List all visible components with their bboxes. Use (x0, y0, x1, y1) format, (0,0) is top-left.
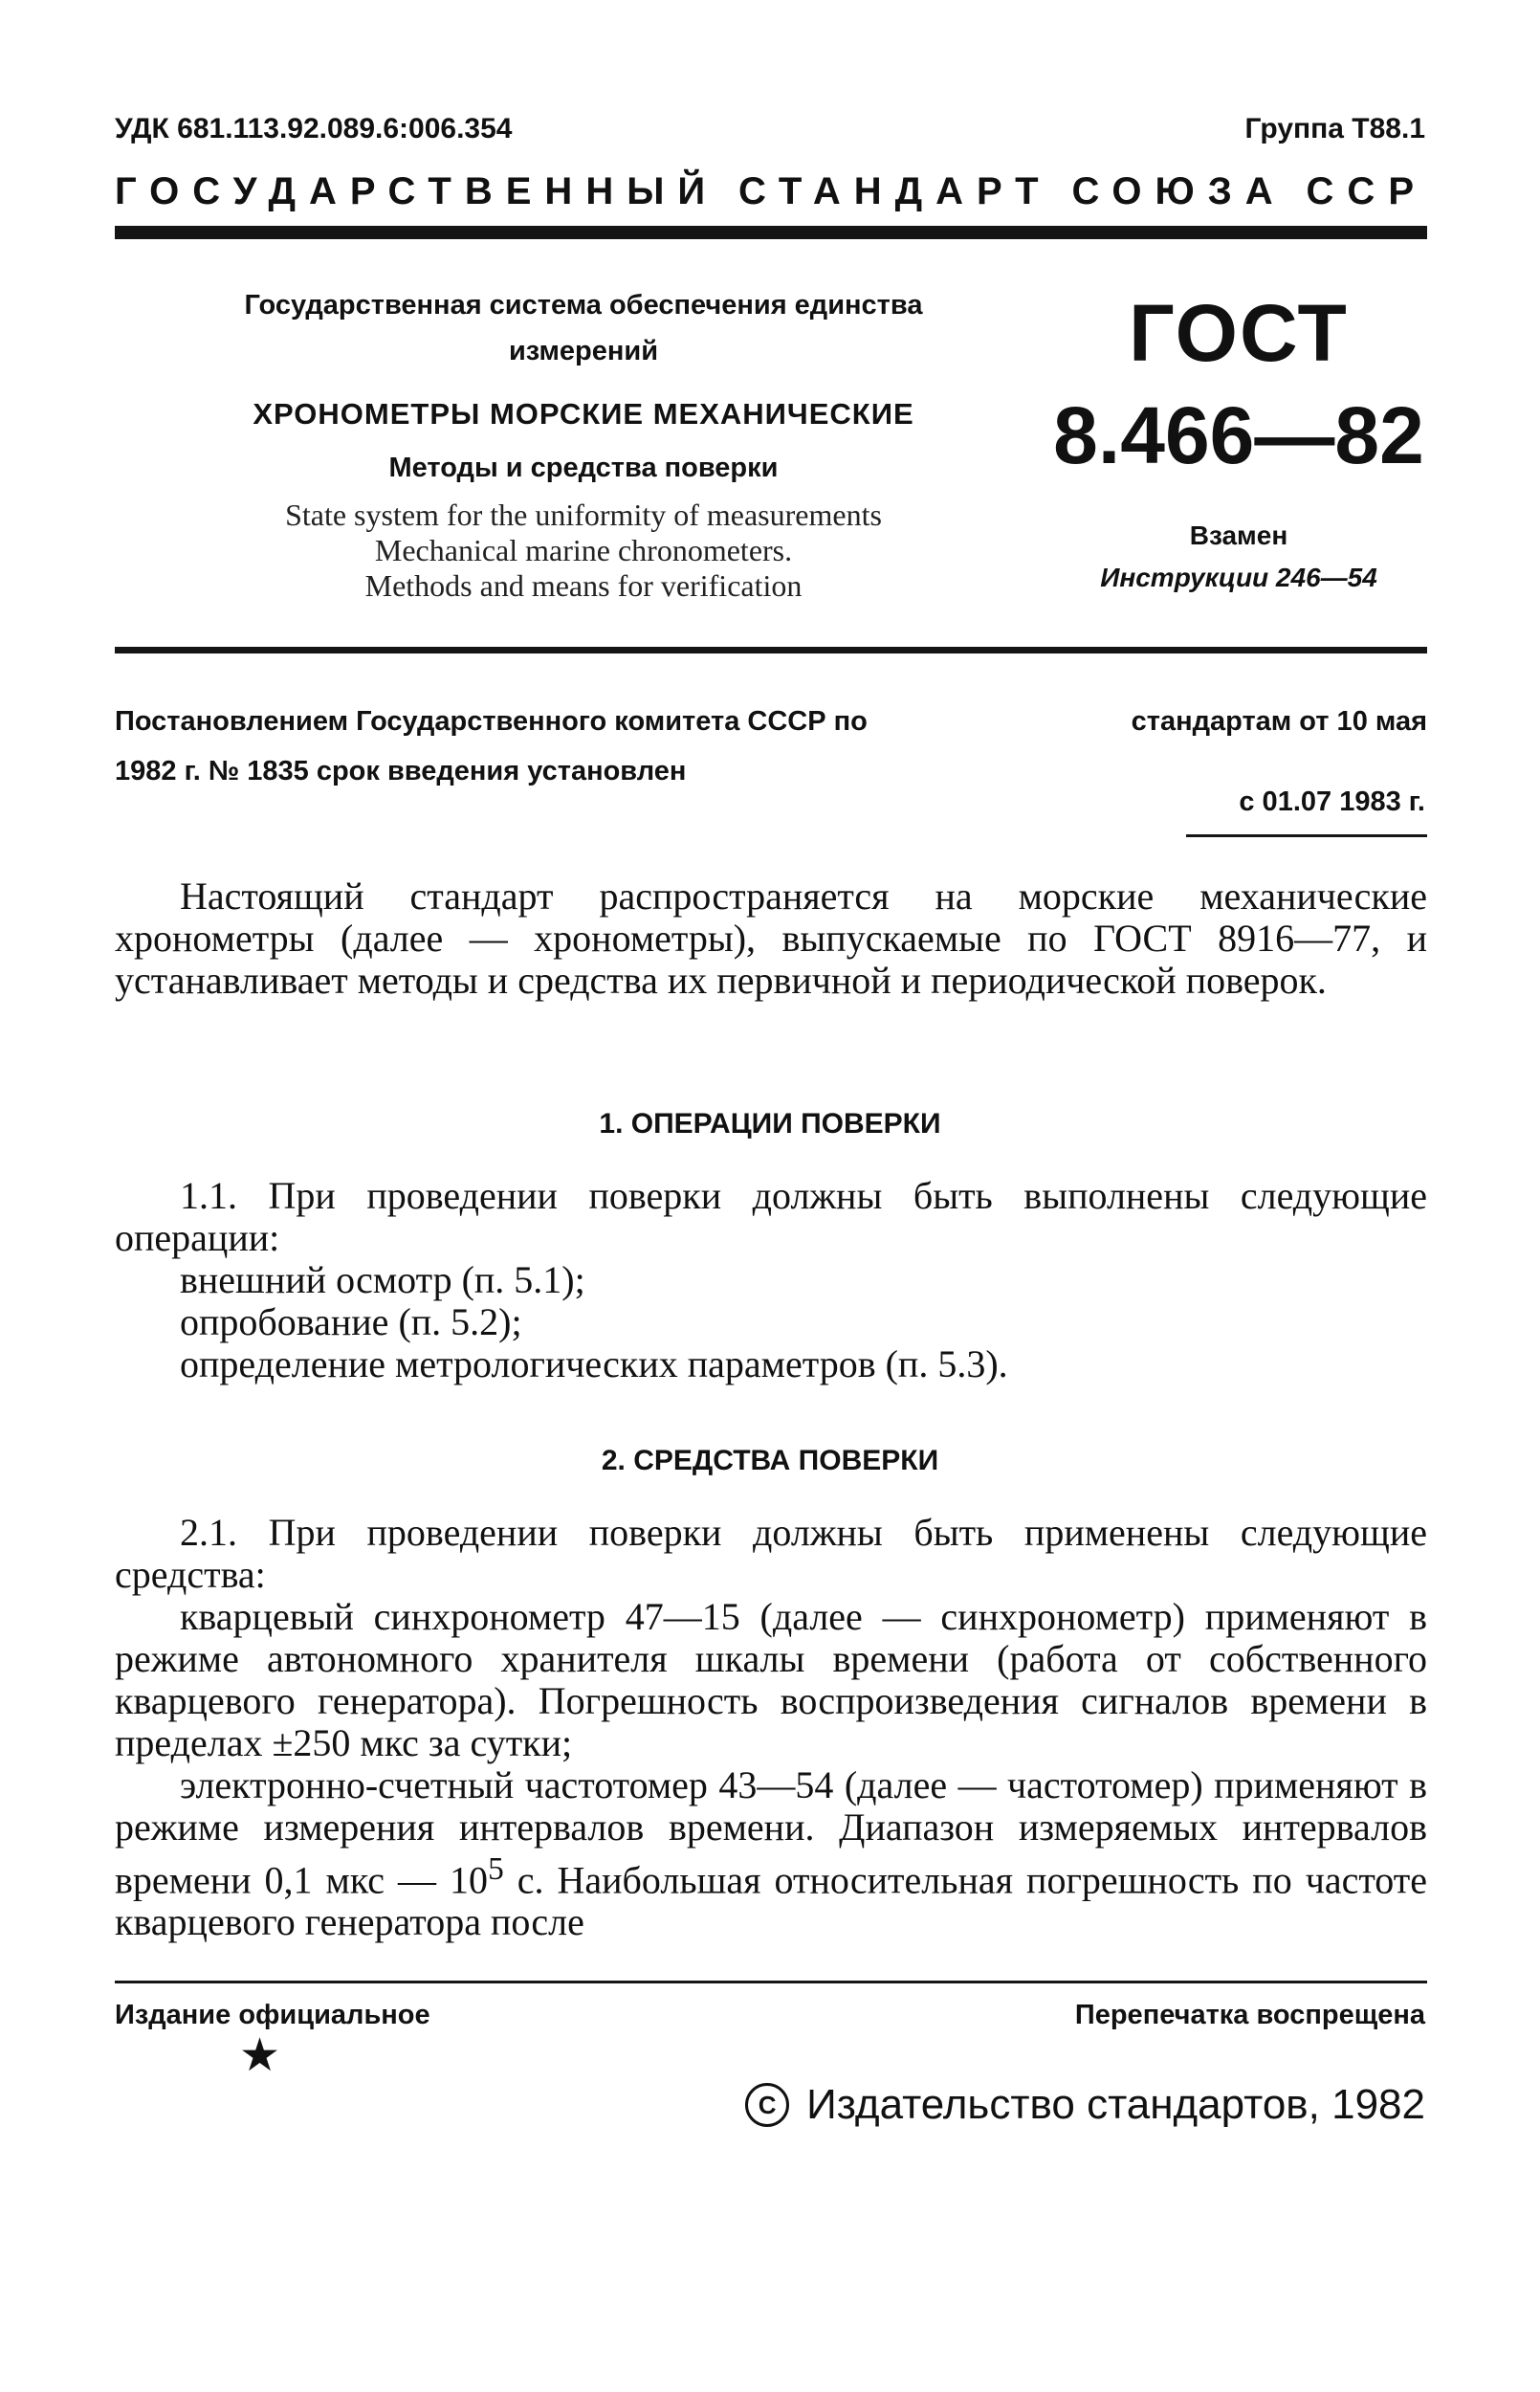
publisher (745, 2081, 1425, 2129)
english-title-line: State system for the uniformity of measurements (285, 498, 882, 532)
middle-rule (115, 647, 1427, 653)
section-body (115, 1175, 1427, 1385)
star-icon: ★ (239, 2028, 281, 2082)
decree-text: Постановлением Государственного комитета СССР по (115, 706, 868, 737)
title-block (172, 282, 995, 604)
bottom-rule (115, 1981, 1427, 1983)
list-item: внешний осмотр (п. 5.1); (180, 1258, 585, 1301)
banner-word: ГОСУДАРСТВЕННЫЙ (115, 170, 719, 212)
english-title-line: Methods and means for verification (364, 568, 803, 603)
document-name: ХРОНОМЕТРЫ МОРСКИЕ МЕХАНИЧЕСКИЕ (253, 397, 914, 431)
list-item (115, 1764, 1427, 1943)
english-title (172, 498, 995, 604)
decree (115, 697, 1427, 796)
replaces-document: Инструкции 246—54 (1100, 563, 1377, 592)
effective-date: с 01.07 1983 г. (1239, 786, 1425, 817)
banner-word: СОЮЗА (1071, 170, 1287, 212)
list-item-text: с. Наибольшая относительная погрешность по частоте кварцевого генератора после (115, 1858, 1428, 1944)
copyright-icon: C (745, 2083, 789, 2127)
standard-banner (115, 170, 1427, 213)
list-item: определение метрологических параметров (п. 5.3). (180, 1342, 1008, 1385)
group-code: Группа Т88.1 (1244, 113, 1425, 144)
udk-code: УДК 681.113.92.089.6:006.354 (115, 113, 513, 144)
gost-label: ГОСТ (1129, 288, 1349, 378)
official-edition: Издание официальное (115, 2000, 430, 2030)
gost-number: 8.466—82 (1053, 390, 1424, 480)
gost-block (1052, 287, 1425, 593)
section-heading: 1. ОПЕРАЦИИ ПОВЕРКИ (599, 1108, 941, 1140)
banner-word: ССР (1306, 170, 1427, 212)
decree-line (115, 697, 1427, 746)
system-title (172, 282, 995, 374)
replaces-label: Взамен (1189, 520, 1288, 550)
intro-paragraph: Настоящий стандарт распространяется на морские механические хронометры (далее — хронометры), выпускаемые по ГОСТ 8916—77, и устанавливает методы и средства их первичной и периодической поверок. (115, 875, 1427, 1002)
section-heading: 2. СРЕДСТВА ПОВЕРКИ (601, 1445, 939, 1476)
english-title-line: Mechanical marine chronometers. (374, 533, 793, 567)
list-item: кварцевый синхронометр 47—15 (далее — синхронометр) применяют в режиме автономного хранителя шкалы времени (работа от собственного кварцевого генератора). Погрешность воспроизведения сигналов времени в пределах ±250 мкс за сутки; (115, 1595, 1427, 1764)
system-title-line: измерений (508, 336, 659, 366)
decree-text: стандартам от 10 мая (1131, 706, 1427, 737)
clause-1-1: 1.1. При проведении поверки должны быть выполнены следующие операции: (115, 1174, 1427, 1259)
section-body (115, 1512, 1427, 1943)
clause-2-1: 2.1. При проведении поверки должны быть применены следующие средства: (115, 1511, 1427, 1596)
system-title-line: Государственная система обеспечения единства (244, 290, 923, 321)
exponent: 5 (488, 1851, 504, 1887)
list-item: опробование (п. 5.2); (180, 1300, 522, 1343)
reprint-notice: Перепечатка воспрещена (1074, 2000, 1425, 2030)
top-rule (115, 226, 1427, 239)
document-subtitle: Методы и средства поверки (388, 453, 779, 483)
banner-word: СТАНДАРТ (738, 170, 1052, 212)
short-rule (1186, 834, 1427, 837)
publisher-text: Издательство стандартов, 1982 (806, 2081, 1425, 2128)
decree-line: 1982 г. № 1835 срок введения установлен (115, 756, 687, 786)
list-item-text: электронно-счетный частотомер 43—54 (далее — частотомер) применяют в режиме измерения интервалов времени. Диапазон измеряемых интервалов времени 0,1 мкс — 10 (115, 1763, 1427, 1902)
